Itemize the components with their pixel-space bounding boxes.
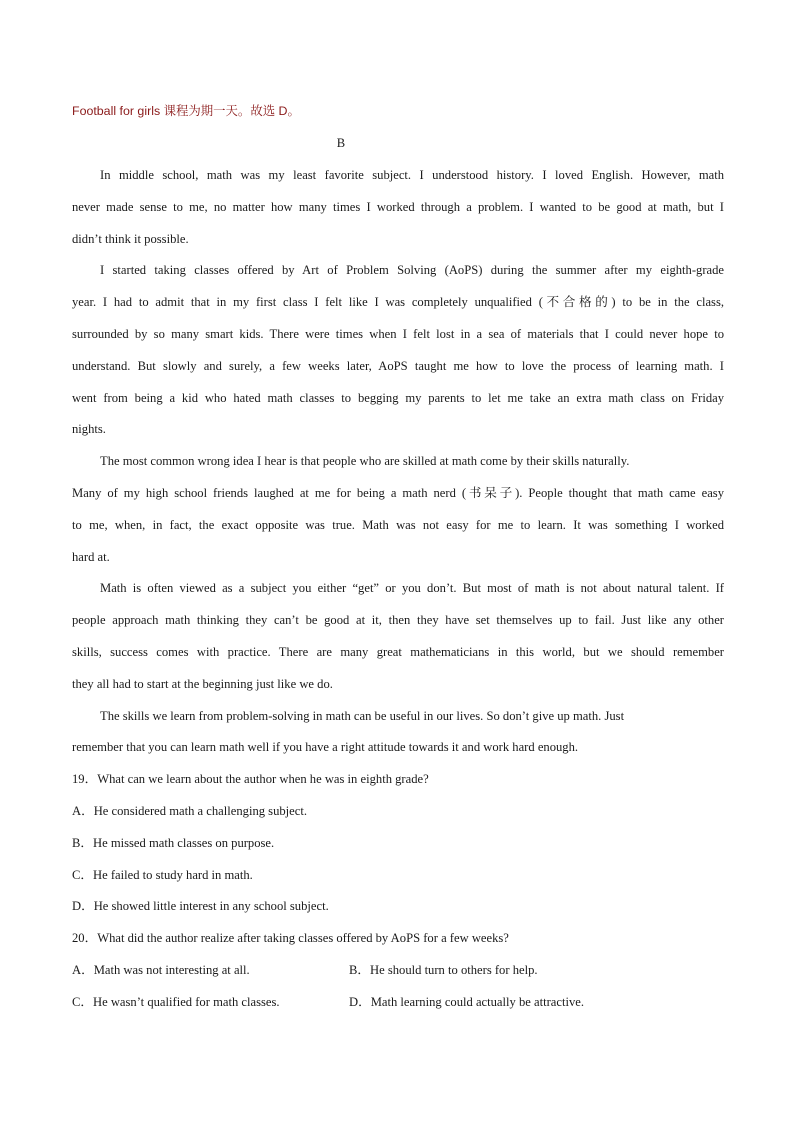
- passage-p3-line-1: The most common wrong idea I hear is that people who are skilled at math come by their skills naturally.: [100, 454, 630, 468]
- passage-p3-line-2: Many of my high school friends laughed at me for being a math nerd (书呆子). People thought that math came easy: [72, 486, 724, 500]
- passage-p1-line-1: In middle school, math was my least favorite subject. I understood history. I loved English. However, math: [100, 168, 724, 182]
- passage-p3-line-4: hard at.: [72, 550, 110, 564]
- passage-p3-line-3: to me, when, in fact, the exact opposite was true. Math was not easy for me to learn. It was something I worked: [72, 518, 724, 532]
- question-20-option-a: A．Math was not interesting at all.: [72, 963, 250, 977]
- passage-p4-line-3: skills, success comes with practice. There are many great mathematicians in this world, but we should remember: [72, 645, 724, 659]
- passage-p2-line-5: went from being a kid who hated math classes to begging my parents to let me take an extra math class on Friday: [72, 391, 724, 405]
- passage-p2-line-4: understand. But slowly and surely, a few weeks later, AoPS taught me how to love the process of learning math. I: [72, 359, 724, 373]
- section-letter: B: [336, 136, 346, 150]
- passage-p1-line-3: didn’t think it possible.: [72, 232, 189, 246]
- question-20-option-d: D．Math learning could actually be attractive.: [349, 995, 584, 1009]
- question-19-option-b: B．He missed math classes on purpose.: [72, 836, 275, 850]
- question-19-stem: 19．What can we learn about the author when he was in eighth grade?: [72, 772, 429, 786]
- passage-p1-line-2: never made sense to me, no matter how many times I worked through a problem. I wanted to be good at math, but I: [72, 200, 724, 214]
- question-20-stem: 20．What did the author realize after taking classes offered by AoPS for a few weeks?: [72, 931, 509, 945]
- passage-p5-line-1: The skills we learn from problem-solving in math can be useful in our lives. So don’t give up math. Just: [100, 709, 625, 723]
- question-19-option-a: A．He considered math a challenging subject.: [72, 804, 308, 818]
- passage-p2-line-1: I started taking classes offered by Art of Problem Solving (AoPS) during the summer after my eighth-grade: [100, 263, 724, 277]
- passage-p2-line-3: surrounded by so many smart kids. There were times when I felt lost in a sea of materials that I could never hope to: [72, 327, 724, 341]
- answer-note: Football for girls 课程为期一天。故选 D。: [72, 104, 300, 118]
- passage-p4-line-2: people approach math thinking they can’t be good at it, then they have set themselves up to fail. Just like any other: [72, 613, 724, 627]
- question-19-option-d: D．He showed little interest in any school subject.: [72, 899, 329, 913]
- passage-p2-line-6: nights.: [72, 422, 106, 436]
- passage-p4-line-1: Math is often viewed as a subject you either “get” or you don’t. But most of math is not about natural talent. If: [100, 581, 724, 595]
- passage-p5-line-2: remember that you can learn math well if you have a right attitude towards it and work hard enough.: [72, 740, 579, 754]
- passage-p2-line-2: year. I had to admit that in my first class I felt like I was completely unqualified (不合格的) to be in the class,: [72, 295, 724, 309]
- question-20-option-c: C．He wasn’t qualified for math classes.: [72, 995, 280, 1009]
- question-20-option-b: B．He should turn to others for help.: [349, 963, 538, 977]
- question-19-option-c: C．He failed to study hard in math.: [72, 868, 253, 882]
- passage-p4-line-4: they all had to start at the beginning just like we do.: [72, 677, 333, 691]
